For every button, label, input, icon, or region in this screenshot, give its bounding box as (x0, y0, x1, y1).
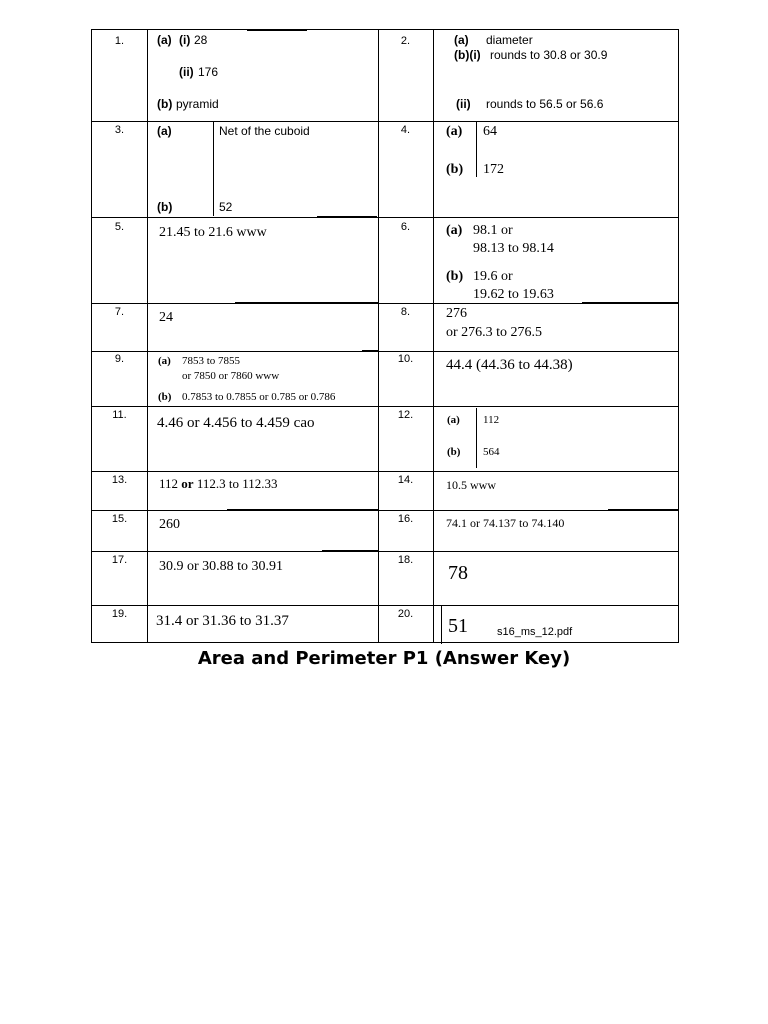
scan-edge (227, 509, 378, 510)
question-number: 6. (400, 221, 411, 233)
question-number: 3. (114, 124, 125, 136)
answer-text: 64 (483, 124, 497, 139)
scan-edge (476, 122, 477, 177)
answer-part: 112 (159, 476, 182, 491)
scan-edge (213, 122, 214, 216)
answer-text: 98.1 or (473, 223, 513, 238)
row-divider (92, 351, 678, 352)
part-label: (b)(i) (454, 48, 481, 62)
answer-text: rounds to 56.5 or 56.6 (486, 97, 604, 111)
answer-text: 4.46 or 4.456 to 4.459 cao (157, 415, 315, 431)
row-divider (92, 471, 678, 472)
scan-edge (322, 550, 378, 551)
row-divider (92, 217, 678, 218)
answer-text: or 7850 or 7860 www (182, 370, 280, 382)
answer-text (159, 476, 277, 492)
part-label: (a) (158, 355, 171, 367)
answer-text: 112 (483, 414, 500, 426)
question-number: 2. (400, 35, 411, 47)
part-label: (i) (179, 33, 191, 47)
part-label: (ii) (456, 97, 471, 111)
part-label: (b) (447, 446, 461, 458)
answer-text: 52 (219, 200, 233, 214)
answer-text: Net of the cuboid (219, 124, 310, 138)
row-divider (92, 121, 678, 122)
answer-text: 24 (159, 310, 173, 325)
answer-text: 30.9 or 30.88 to 30.91 (159, 559, 284, 574)
question-number: 14. (397, 474, 414, 486)
scan-edge (582, 302, 678, 303)
scan-edge (476, 408, 477, 468)
question-number: 8. (400, 306, 411, 318)
part-label: (a) (157, 33, 172, 47)
answer-text: 78 (448, 562, 468, 584)
answer-text: 19.62 to 19.63 (473, 287, 554, 302)
answer-text: 44.4 (44.36 to 44.38) (446, 357, 573, 373)
question-number: 11. (112, 409, 127, 421)
scan-edge (247, 30, 307, 31)
answer-text: 10.5 www (446, 478, 496, 492)
question-number: 1. (114, 35, 125, 47)
scan-edge (532, 406, 678, 407)
answer-text: rounds to 30.8 or 30.9 (490, 48, 608, 62)
part-label: (b) (446, 269, 464, 284)
answer-text: 176 (198, 65, 219, 79)
part-label: (b) (157, 97, 173, 111)
answer-text: 51 (448, 615, 468, 637)
scan-edge (362, 350, 378, 351)
question-number: 20. (397, 608, 414, 620)
answer-part: or (181, 476, 194, 491)
scan-edge (608, 509, 678, 510)
answer-text: pyramid (176, 97, 219, 111)
question-number: 4. (400, 124, 411, 136)
answer-text: 74.1 or 74.137 to 74.140 (446, 516, 565, 530)
row-divider (92, 551, 678, 552)
question-number: 7. (114, 306, 125, 318)
question-number: 16. (397, 513, 414, 525)
question-number: 12. (397, 409, 414, 421)
question-number: 17. (111, 554, 128, 566)
answer-text: diameter (486, 33, 533, 47)
part-label: (b) (446, 162, 464, 177)
question-number: 15. (111, 513, 128, 525)
part-label: (a) (157, 124, 172, 138)
question-number: 9. (114, 353, 125, 365)
question-number: 18. (397, 554, 414, 566)
answer-text: 21.45 to 21.6 www (159, 225, 267, 240)
answer-text: 0.7853 to 0.7855 or 0.785 or 0.786 (182, 391, 336, 403)
answer-text: 260 (159, 517, 180, 532)
part-label: (b) (158, 391, 172, 403)
answer-part: 112.3 to 112.33 (193, 476, 278, 491)
row-divider (92, 605, 678, 606)
answer-text: 31.4 or 31.36 to 31.37 (156, 613, 289, 629)
question-number: 10. (397, 353, 414, 365)
part-label: (b) (157, 200, 173, 214)
scan-edge (317, 216, 377, 217)
answer-text: 564 (483, 446, 500, 458)
answer-text: 19.6 or (473, 269, 513, 284)
row-divider (92, 303, 678, 304)
scan-edge (441, 606, 442, 644)
page-title: Area and Perimeter P1 (Answer Key) (197, 648, 571, 669)
answer-text: 28 (194, 33, 208, 47)
part-label: (ii) (179, 65, 194, 79)
part-label: (a) (446, 223, 463, 238)
answer-text: or 276.3 to 276.5 (446, 325, 543, 340)
answer-text: 98.13 to 98.14 (473, 241, 554, 256)
row-divider (92, 510, 678, 511)
answer-text: 7853 to 7855 (182, 355, 241, 367)
source-file-label: s16_ms_12.pdf (497, 626, 573, 638)
scan-edge (235, 302, 379, 303)
part-label: (a) (454, 33, 469, 47)
answer-text: 276 (446, 306, 467, 321)
part-label: (a) (447, 414, 460, 426)
part-label: (a) (446, 124, 463, 139)
question-number: 13. (111, 474, 128, 486)
answer-text: 172 (483, 162, 504, 177)
answer-key-table (91, 29, 679, 643)
question-number: 19. (111, 608, 128, 620)
question-number: 5. (114, 221, 125, 233)
